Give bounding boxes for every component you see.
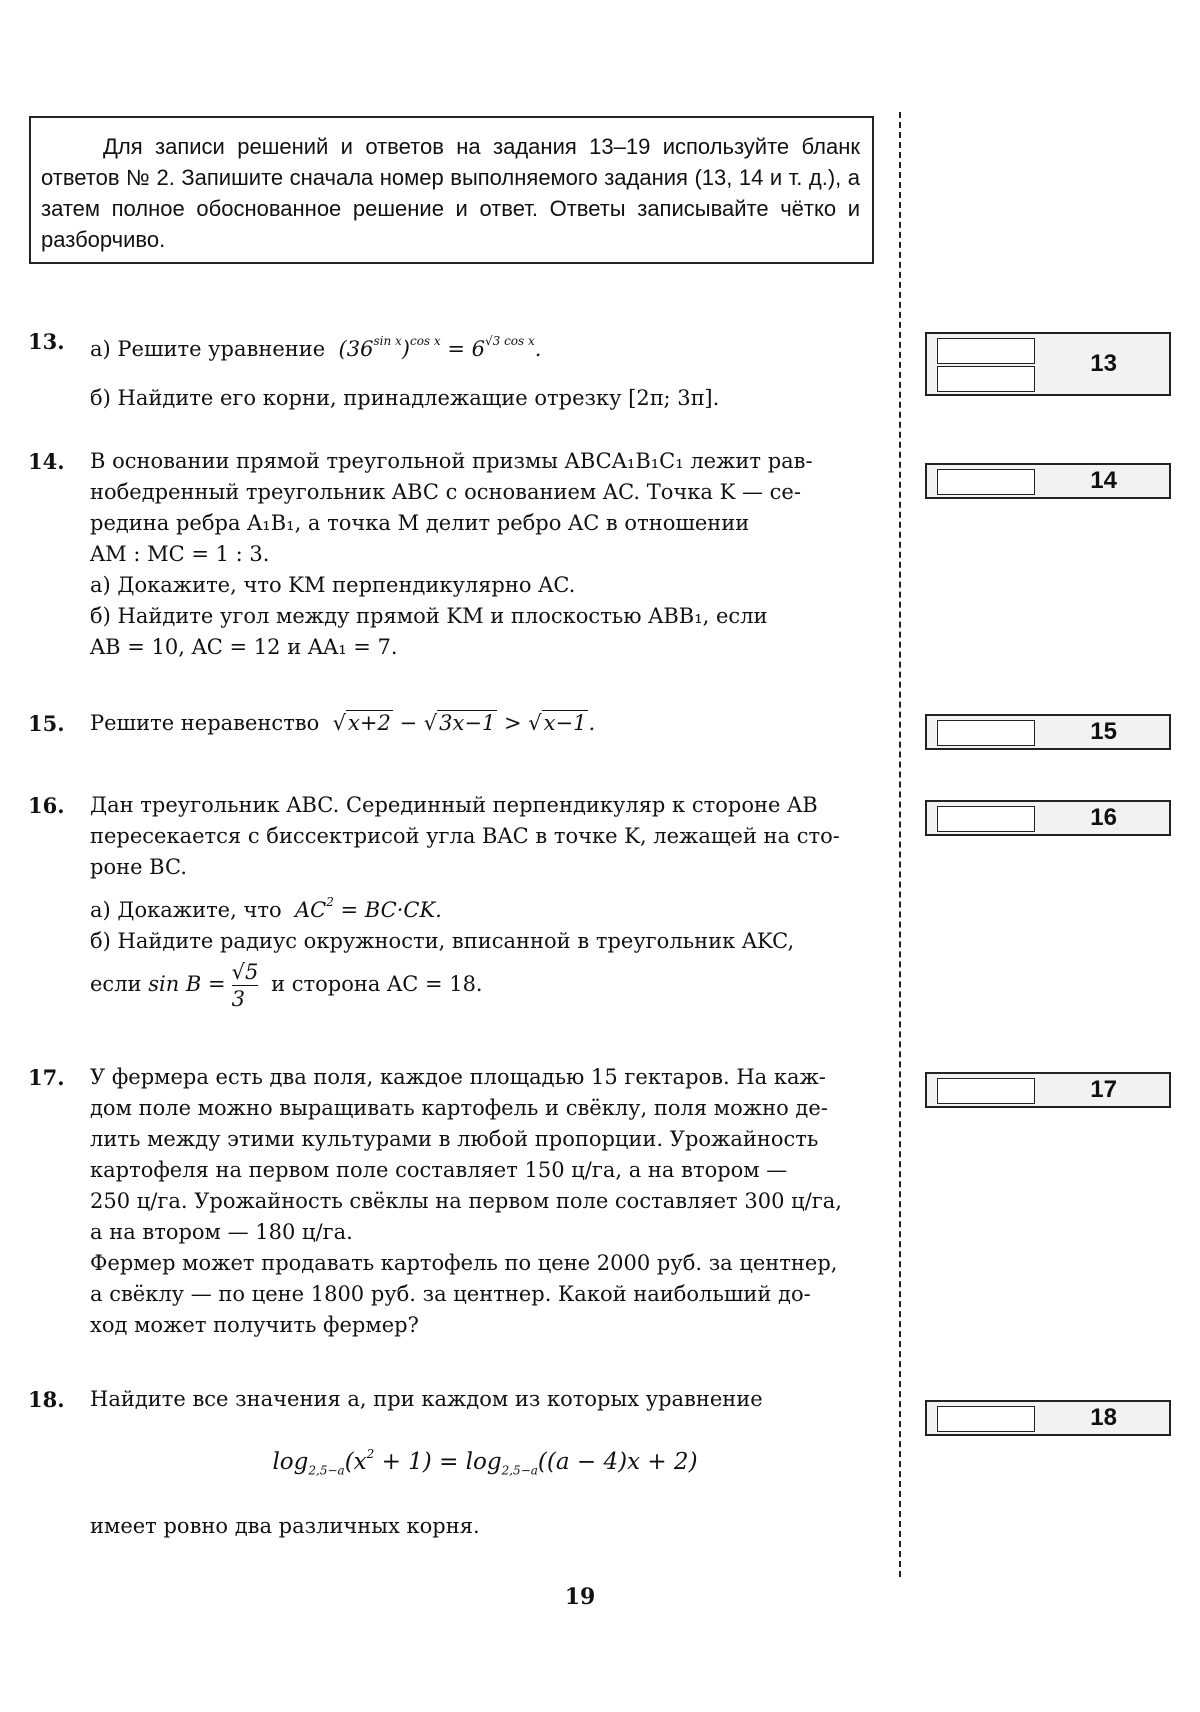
text-line: Дан треугольник ABC. Серединный перпендикуляр к стороне AB	[90, 793, 818, 817]
answer-box-13[interactable]	[925, 332, 1171, 396]
text-line: ход может получить фермер?	[90, 1313, 419, 1337]
answer-box-17[interactable]	[925, 1072, 1171, 1108]
cut-line	[899, 112, 901, 1577]
task-13-equation: $(36^{sin x})^{cos x} = 6^{√3 cos x}$.	[331, 334, 542, 361]
page-number: 19	[564, 1584, 596, 1610]
answer-box-label: 14	[1090, 467, 1117, 494]
text-line: нобедренный треугольник ABC с основанием AC. Точка K — се-	[90, 480, 801, 504]
answer-cell[interactable]	[937, 338, 1035, 364]
task-13b-text: б) Найдите его корни, принадлежащие отрезку [2π; 3π].	[90, 386, 720, 410]
text-line: имеет ровно два различных корня.	[90, 1513, 480, 1538]
text-line: роне BC.	[90, 855, 188, 879]
task-14	[28, 446, 880, 663]
answer-box-14[interactable]	[925, 463, 1171, 499]
answer-box-label: 15	[1090, 718, 1117, 745]
task-18	[28, 1384, 880, 1542]
task-number: 14.	[28, 449, 65, 474]
sin-b-formula: sin B =	[148, 972, 226, 996]
answer-cell[interactable]	[937, 1406, 1035, 1432]
task-18-equation: $\log_{2,5-a}(x^2 + 1) = \log_{2,5-a}((a - 4)x + 2)$	[272, 1447, 698, 1478]
answer-cell[interactable]	[937, 720, 1035, 746]
text-line: редина ребра A₁B₁, а точка M делит ребро AC в отношении	[90, 511, 750, 535]
answer-box-label: 16	[1090, 804, 1117, 831]
answer-box-18[interactable]	[925, 1400, 1171, 1436]
text-line: AM : MC = 1 : 3.	[90, 542, 270, 566]
text-line: а на втором — 180 ц/га.	[90, 1220, 353, 1244]
text-line: 250 ц/га. Урожайность свёклы на первом поле составляет 300 ц/га,	[90, 1189, 842, 1213]
answer-box-label: 18	[1090, 1404, 1117, 1431]
answer-box-label: 13	[1090, 350, 1117, 377]
text-line: б) Найдите угол между прямой KM и плоскостью ABB₁, если	[90, 604, 768, 628]
task-16-identity: $AC^2 = BC\cdot CK$.	[288, 895, 442, 922]
text-line: У фермера есть два поля, каждое площадью 15 гектаров. На каж-	[90, 1065, 826, 1089]
text-line: Найдите все значения a, при каждом из которых уравнение	[90, 1387, 763, 1411]
text-line: если	[90, 972, 142, 996]
answer-box-16[interactable]	[925, 800, 1171, 836]
instructions-text: Для записи решений и ответов на задания 13–19 используйте бланк ответов № 2. Запишите сначала номер выполняемого задания (13, 14 и т. д.), а затем полное обоснованное решение и ответ. Ответы записывайте чётко и разборчиво.	[41, 134, 860, 252]
text-line: картофеля на первом поле составляет 150 ц/га, а на втором —	[90, 1158, 788, 1182]
task-number: 17.	[28, 1065, 65, 1090]
answer-cell[interactable]	[937, 366, 1035, 392]
task-number: 13.	[28, 329, 65, 354]
task-13a-text: а) Решите уравнение	[90, 337, 326, 361]
text-line: пересекается с биссектрисой угла BAC в точке K, лежащей на сто-	[90, 824, 840, 848]
text-line: лить между этими культурами в любой пропорции. Урожайность	[90, 1127, 819, 1151]
answer-cell[interactable]	[937, 1078, 1035, 1104]
task-number: 15.	[28, 711, 65, 736]
task-15	[28, 708, 880, 739]
task-16	[28, 790, 880, 1012]
text-line: а) Докажите, что	[90, 898, 282, 922]
answer-box-label: 17	[1090, 1076, 1117, 1103]
task-number: 16.	[28, 793, 65, 818]
text-line: а свёклу — по цене 1800 руб. за центнер. Какой наибольший до-	[90, 1282, 811, 1306]
answer-cell[interactable]	[937, 806, 1035, 832]
answer-box-15[interactable]	[925, 714, 1171, 750]
fraction: $\frac{√5}{3}$	[231, 960, 259, 1011]
text-line: дом поле можно выращивать картофель и свёклу, поля можно де-	[90, 1096, 828, 1120]
task-13	[28, 326, 880, 414]
task-number: 18.	[28, 1387, 65, 1412]
instructions-box	[29, 116, 874, 264]
text-line: В основании прямой треугольной призмы ABCA₁B₁C₁ лежит рав-	[90, 449, 813, 473]
answer-cell[interactable]	[937, 469, 1035, 495]
text-line: и сторона AC = 18.	[271, 972, 483, 996]
task-17	[28, 1062, 880, 1341]
text-line: AB = 10, AC = 12 и AA₁ = 7.	[90, 635, 398, 659]
text-line: Фермер может продавать картофель по цене 2000 руб. за центнер,	[90, 1251, 838, 1275]
task-15-text: Решите неравенство	[90, 711, 320, 735]
task-15-inequality: √x+2 − √3x−1 > √x−1.	[325, 711, 596, 735]
text-line: б) Найдите радиус окружности, вписанной в треугольник AKC,	[90, 929, 795, 953]
text-line: а) Докажите, что KM перпендикулярно AC.	[90, 573, 576, 597]
